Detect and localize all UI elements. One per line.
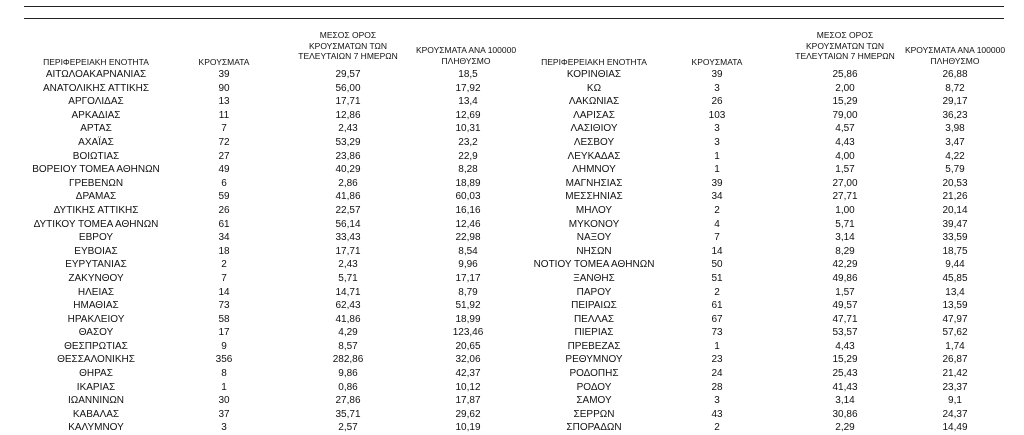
header-rule [24, 18, 1004, 19]
region-cell: ΕΥΡΥΤΑΝΙΑΣ [65, 259, 127, 271]
region-cell: ΞΑΝΘΗΣ [573, 272, 615, 284]
per100k-cell: 8,54 [458, 245, 478, 257]
per100k-cell: 13,59 [942, 300, 968, 312]
avg7-cell: 17,71 [335, 96, 361, 108]
region-cell: ΡΟΔΟΥ [576, 381, 612, 393]
per100k-cell: 16,16 [455, 204, 481, 216]
region-cell: ΠΙΕΡΙΑΣ [574, 327, 614, 339]
region-cell: ΕΒΡΟΥ [78, 232, 114, 244]
cases-cell: 3 [714, 136, 720, 148]
table-row [0, 245, 1024, 259]
region-cell: ΔΥΤΙΚΗΣ ΑΤΤΙΚΗΣ [53, 204, 139, 216]
cases-cell: 2 [714, 204, 720, 216]
header-region-left: ΠΕΡΙΦΕΡΕΙΑΚΗ ΕΝΟΤΗΤΑ [43, 57, 149, 67]
region-cell: ΚΟΡΙΝΘΙΑΣ [566, 69, 622, 80]
avg7-cell: 5,71 [338, 272, 358, 284]
per100k-cell: 12,46 [455, 218, 481, 230]
per100k-cell: 17,17 [455, 272, 481, 284]
cases-cell: 3 [221, 422, 227, 434]
avg7-cell: 41,43 [832, 381, 858, 393]
cases-cell: 39 [218, 69, 230, 80]
per100k-cell: 60,03 [455, 191, 481, 203]
header-avg7-right: ΜΕΣΟΣ ΟΡΟΣ ΚΡΟΥΣΜΑΤΩΝ ΤΩΝ ΤΕΛΕΥΤΑΙΩΝ 7 ΗΜΕΡΩΝ [795, 30, 895, 61]
cases-cell: 61 [711, 300, 723, 312]
cases-cell: 67 [711, 313, 723, 325]
avg7-cell: 0,86 [338, 381, 358, 393]
per100k-cell: 36,23 [942, 109, 968, 121]
table-row [0, 95, 1024, 109]
avg7-cell: 49,57 [832, 300, 858, 312]
per100k-cell: 20,65 [455, 340, 481, 352]
region-cell: ΜΥΚΟΝΟΥ [568, 218, 620, 230]
cases-cell: 39 [711, 69, 723, 80]
avg7-cell: 12,86 [335, 109, 361, 121]
per100k-cell: 33,59 [942, 232, 968, 244]
avg7-cell: 40,29 [335, 164, 361, 176]
cases-cell: 7 [221, 272, 227, 284]
per100k-cell: 18,75 [942, 245, 968, 257]
cases-cell: 39 [711, 177, 723, 189]
cases-cell: 27 [218, 150, 230, 162]
region-cell: ΑΧΑΪΑΣ [78, 136, 114, 148]
cases-cell: 11 [218, 109, 230, 121]
header-per100k-right: ΚΡΟΥΣΜΑΤΑ ΑΝΑ 100000 ΠΛΗΘΥΣΜΟ [904, 45, 1006, 66]
avg7-cell: 79,00 [832, 109, 858, 121]
avg7-cell: 2,29 [835, 422, 855, 434]
table-row [0, 272, 1024, 286]
per100k-cell: 3,98 [945, 123, 965, 135]
per100k-cell: 3,47 [945, 136, 965, 148]
per100k-cell: 4,22 [945, 150, 965, 162]
region-cell: ΑΡΚΑΔΙΑΣ [71, 109, 121, 121]
region-cell: ΑΡΓΟΛΙΔΑΣ [68, 96, 124, 108]
per100k-cell: 24,37 [942, 408, 968, 420]
region-cell: ΠΕΙΡΑΙΩΣ [571, 300, 617, 312]
cases-cell: 26 [711, 96, 723, 108]
per100k-cell: 10,12 [455, 381, 481, 393]
table-row [0, 68, 1024, 82]
per100k-cell: 10,31 [455, 123, 481, 135]
region-cell: ΑΝΑΤΟΛΙΚΗΣ ΑΤΤΙΚΗΣ [42, 82, 150, 94]
region-cell: ΛΗΜΝΟΥ [572, 164, 616, 176]
avg7-cell: 53,57 [832, 327, 858, 339]
table-row [0, 218, 1024, 232]
cases-cell: 3 [714, 395, 720, 407]
cases-cell: 7 [221, 123, 227, 135]
cases-cell: 14 [711, 245, 723, 257]
table-row [0, 353, 1024, 367]
avg7-cell: 41,86 [335, 191, 361, 203]
region-cell: ΠΕΛΛΑΣ [573, 313, 615, 325]
table-row [0, 231, 1024, 245]
region-cell: ΗΜΑΘΙΑΣ [73, 300, 119, 312]
cases-cell: 2 [714, 422, 720, 434]
region-cell: ΔΥΤΙΚΟΥ ΤΟΜΕΑ ΑΘΗΝΩΝ [33, 218, 159, 230]
cases-cell: 43 [711, 408, 723, 420]
per100k-cell: 13,4 [945, 286, 965, 298]
region-cell: ΓΡΕΒΕΝΩΝ [68, 177, 124, 189]
avg7-cell: 41,86 [335, 313, 361, 325]
per100k-cell: 18,5 [458, 69, 478, 80]
cases-cell: 61 [218, 218, 230, 230]
cases-cell: 23 [711, 354, 723, 366]
cases-cell: 28 [711, 381, 723, 393]
table-row [0, 421, 1024, 435]
per100k-cell: 9,44 [945, 259, 965, 271]
avg7-cell: 33,43 [335, 232, 361, 244]
avg7-cell: 17,71 [335, 245, 361, 257]
per100k-cell: 1,74 [945, 340, 965, 352]
avg7-cell: 14,71 [335, 286, 361, 298]
per100k-cell: 18,89 [455, 177, 481, 189]
avg7-cell: 2,57 [338, 422, 358, 434]
region-cell: ΣΑΜΟΥ [576, 395, 612, 407]
region-cell: ΕΥΒΟΙΑΣ [74, 245, 118, 257]
region-cell: ΣΠΟΡΑΔΩΝ [566, 422, 622, 434]
cases-cell: 58 [218, 313, 230, 325]
table-row [0, 204, 1024, 218]
table-row [0, 326, 1024, 340]
cases-cell: 356 [215, 354, 233, 366]
avg7-cell: 35,71 [335, 408, 361, 420]
cases-cell: 3 [714, 123, 720, 135]
avg7-cell: 15,29 [832, 96, 858, 108]
avg7-cell: 9,86 [338, 368, 358, 380]
per100k-cell: 13,4 [458, 96, 478, 108]
region-cell: ΝΟΤΙΟΥ ΤΟΜΕΑ ΑΘΗΝΩΝ [533, 259, 655, 271]
avg7-cell: 56,14 [335, 218, 361, 230]
cases-cell: 59 [218, 191, 230, 203]
data-table [0, 68, 1024, 435]
per100k-cell: 123,46 [452, 327, 484, 339]
per100k-cell: 39,47 [942, 218, 968, 230]
avg7-cell: 4,00 [835, 150, 855, 162]
avg7-cell: 29,57 [335, 69, 361, 80]
region-cell: ΘΕΣΠΡΩΤΙΑΣ [64, 340, 128, 352]
cases-cell: 7 [714, 232, 720, 244]
region-cell: ΛΕΥΚΑΔΑΣ [567, 150, 621, 162]
table-row [0, 190, 1024, 204]
cases-cell: 1 [714, 340, 720, 352]
region-cell: ΡΕΘΥΜΝΟΥ [565, 354, 623, 366]
per100k-cell: 29,17 [942, 96, 968, 108]
region-cell: ΛΑΣΙΘΙΟΥ [570, 123, 618, 135]
avg7-cell: 8,57 [338, 340, 358, 352]
cases-cell: 50 [711, 259, 723, 271]
top-rule [24, 6, 1004, 7]
avg7-cell: 4,29 [338, 327, 358, 339]
region-cell: ΗΡΑΚΛΕΙΟΥ [67, 313, 125, 325]
per100k-cell: 8,72 [945, 82, 965, 94]
region-cell: ΜΑΓΝΗΣΙΑΣ [565, 177, 623, 189]
region-cell: ΚΩ [586, 82, 602, 94]
cases-cell: 73 [218, 300, 230, 312]
avg7-cell: 2,43 [338, 259, 358, 271]
region-cell: ΒΟΙΩΤΙΑΣ [72, 150, 120, 162]
per100k-cell: 51,92 [455, 300, 481, 312]
avg7-cell: 47,71 [832, 313, 858, 325]
region-cell: ΚΑΒΑΛΑΣ [72, 408, 120, 420]
region-cell: ΘΗΡΑΣ [79, 368, 113, 380]
avg7-cell: 53,29 [335, 136, 361, 148]
region-cell: ΔΡΑΜΑΣ [75, 191, 117, 203]
cases-cell: 34 [218, 232, 230, 244]
per100k-cell: 23,37 [942, 381, 968, 393]
table-row [0, 313, 1024, 327]
table-row [0, 163, 1024, 177]
region-cell: ΛΕΣΒΟΥ [573, 136, 615, 148]
avg7-cell: 3,14 [835, 395, 855, 407]
region-cell: ΝΑΞΟΥ [576, 232, 612, 244]
per100k-cell: 8,79 [458, 286, 478, 298]
avg7-cell: 2,86 [338, 177, 358, 189]
table-row [0, 258, 1024, 272]
table-row [0, 340, 1024, 354]
per100k-cell: 47,97 [942, 313, 968, 325]
region-cell: ΑΙΤΩΛΟΑΚΑΡΝΑΝΙΑΣ [45, 69, 147, 80]
per100k-cell: 22,9 [458, 150, 478, 162]
table-row [0, 381, 1024, 395]
per100k-cell: 18,99 [455, 313, 481, 325]
region-cell: ΛΑΚΩΝΙΑΣ [568, 96, 620, 108]
per100k-cell: 21,26 [942, 191, 968, 203]
region-cell: ΜΗΛΟΥ [575, 204, 613, 216]
table-row [0, 177, 1024, 191]
per100k-cell: 5,79 [945, 164, 965, 176]
region-cell: ΘΕΣΣΑΛΟΝΙΚΗΣ [57, 354, 135, 366]
per100k-cell: 20,53 [942, 177, 968, 189]
cases-cell: 6 [221, 177, 227, 189]
per100k-cell: 8,28 [458, 164, 478, 176]
table-row [0, 150, 1024, 164]
avg7-cell: 30,86 [832, 408, 858, 420]
region-cell: ΚΑΛΥΜΝΟΥ [68, 422, 124, 434]
table-row [0, 122, 1024, 136]
per100k-cell: 12,69 [455, 109, 481, 121]
avg7-cell: 27,86 [335, 395, 361, 407]
per100k-cell: 21,42 [942, 368, 968, 380]
avg7-cell: 1,57 [835, 286, 855, 298]
avg7-cell: 22,57 [335, 204, 361, 216]
header-region-right: ΠΕΡΙΦΕΡΕΙΑΚΗ ΕΝΟΤΗΤΑ [541, 57, 647, 67]
avg7-cell: 3,14 [835, 232, 855, 244]
cases-cell: 18 [218, 245, 230, 257]
cases-cell: 1 [714, 164, 720, 176]
cases-cell: 49 [218, 164, 230, 176]
header-per100k-left: ΚΡΟΥΣΜΑΤΑ ΑΝΑ 100000 ΠΛΗΘΥΣΜΟ [415, 45, 517, 66]
per100k-cell: 20,14 [942, 204, 968, 216]
region-cell: ΖΑΚΥΝΘΟΥ [68, 272, 124, 284]
per100k-cell: 26,88 [942, 69, 968, 80]
avg7-cell: 15,29 [832, 354, 858, 366]
per100k-cell: 9,96 [458, 259, 478, 271]
region-cell: ΣΕΡΡΩΝ [573, 408, 615, 420]
cases-cell: 17 [218, 327, 230, 339]
per100k-cell: 10,19 [455, 422, 481, 434]
per100k-cell: 9,1 [948, 395, 962, 407]
cases-cell: 4 [714, 218, 720, 230]
table-row [0, 367, 1024, 381]
region-cell: ΛΑΡΙΣΑΣ [573, 109, 615, 121]
avg7-cell: 282,86 [332, 354, 364, 366]
avg7-cell: 1,00 [835, 204, 855, 216]
per100k-cell: 23,2 [458, 136, 478, 148]
per100k-cell: 14,49 [942, 422, 968, 434]
cases-cell: 8 [221, 368, 227, 380]
region-cell: ΑΡΤΑΣ [80, 123, 112, 135]
cases-cell: 9 [221, 340, 227, 352]
avg7-cell: 4,57 [835, 123, 855, 135]
cases-cell: 37 [218, 408, 230, 420]
cases-cell: 1 [221, 381, 227, 393]
avg7-cell: 25,43 [832, 368, 858, 380]
header-cases-right: ΚΡΟΥΣΜΑΤΑ [691, 57, 743, 67]
avg7-cell: 4,43 [835, 340, 855, 352]
region-cell: ΠΑΡΟΥ [576, 286, 612, 298]
cases-cell: 2 [714, 286, 720, 298]
avg7-cell: 27,71 [832, 191, 858, 203]
region-cell: ΗΛΕΙΑΣ [77, 286, 115, 298]
avg7-cell: 56,00 [335, 82, 361, 94]
avg7-cell: 5,71 [835, 218, 855, 230]
table-row [0, 299, 1024, 313]
avg7-cell: 49,86 [832, 272, 858, 284]
avg7-cell: 25,86 [832, 69, 858, 80]
cases-cell: 24 [711, 368, 723, 380]
region-cell: ΙΩΑΝΝΙΝΩΝ [67, 395, 125, 407]
cases-cell: 72 [218, 136, 230, 148]
cases-cell: 103 [708, 109, 726, 121]
per100k-cell: 32,06 [455, 354, 481, 366]
region-cell: ΘΑΣΟΥ [78, 327, 114, 339]
per100k-cell: 17,87 [455, 395, 481, 407]
avg7-cell: 2,00 [835, 82, 855, 94]
cases-cell: 1 [714, 150, 720, 162]
region-cell: ΙΚΑΡΙΑΣ [76, 381, 116, 393]
cases-cell: 2 [221, 259, 227, 271]
table-row [0, 82, 1024, 96]
header-cases-left: ΚΡΟΥΣΜΑΤΑ [198, 57, 250, 67]
avg7-cell: 1,57 [835, 164, 855, 176]
avg7-cell: 4,43 [835, 136, 855, 148]
cases-cell: 90 [218, 82, 230, 94]
per100k-cell: 22,98 [455, 232, 481, 244]
table-row [0, 136, 1024, 150]
cases-cell: 73 [711, 327, 723, 339]
avg7-cell: 2,43 [338, 123, 358, 135]
table-row [0, 286, 1024, 300]
per100k-cell: 45,85 [942, 272, 968, 284]
region-cell: ΡΟΔΟΠΗΣ [569, 368, 619, 380]
per100k-cell: 29,62 [455, 408, 481, 420]
cases-cell: 30 [218, 395, 230, 407]
per100k-cell: 17,92 [455, 82, 481, 94]
avg7-cell: 42,29 [832, 259, 858, 271]
header-avg7-left: ΜΕΣΟΣ ΟΡΟΣ ΚΡΟΥΣΜΑΤΩΝ ΤΩΝ ΤΕΛΕΥΤΑΙΩΝ 7 ΗΜΕΡΩΝ [298, 30, 398, 61]
table-row [0, 109, 1024, 123]
table-row [0, 394, 1024, 408]
region-cell: ΠΡΕΒΕΖΑΣ [567, 340, 621, 352]
cases-cell: 3 [714, 82, 720, 94]
per100k-cell: 57,62 [942, 327, 968, 339]
per100k-cell: 26,87 [942, 354, 968, 366]
cases-cell: 13 [218, 96, 230, 108]
cases-cell: 51 [711, 272, 723, 284]
avg7-cell: 62,43 [335, 300, 361, 312]
avg7-cell: 27,00 [832, 177, 858, 189]
table-row [0, 408, 1024, 422]
region-cell: ΜΕΣΣΗΝΙΑΣ [565, 191, 623, 203]
avg7-cell: 23,86 [335, 150, 361, 162]
cases-cell: 34 [711, 191, 723, 203]
cases-cell: 14 [218, 286, 230, 298]
region-cell: ΝΗΣΩΝ [576, 245, 612, 257]
per100k-cell: 42,37 [455, 368, 481, 380]
cases-cell: 26 [218, 204, 230, 216]
region-cell: ΒΟΡΕΙΟΥ ΤΟΜΕΑ ΑΘΗΝΩΝ [32, 164, 160, 176]
avg7-cell: 8,29 [835, 245, 855, 257]
